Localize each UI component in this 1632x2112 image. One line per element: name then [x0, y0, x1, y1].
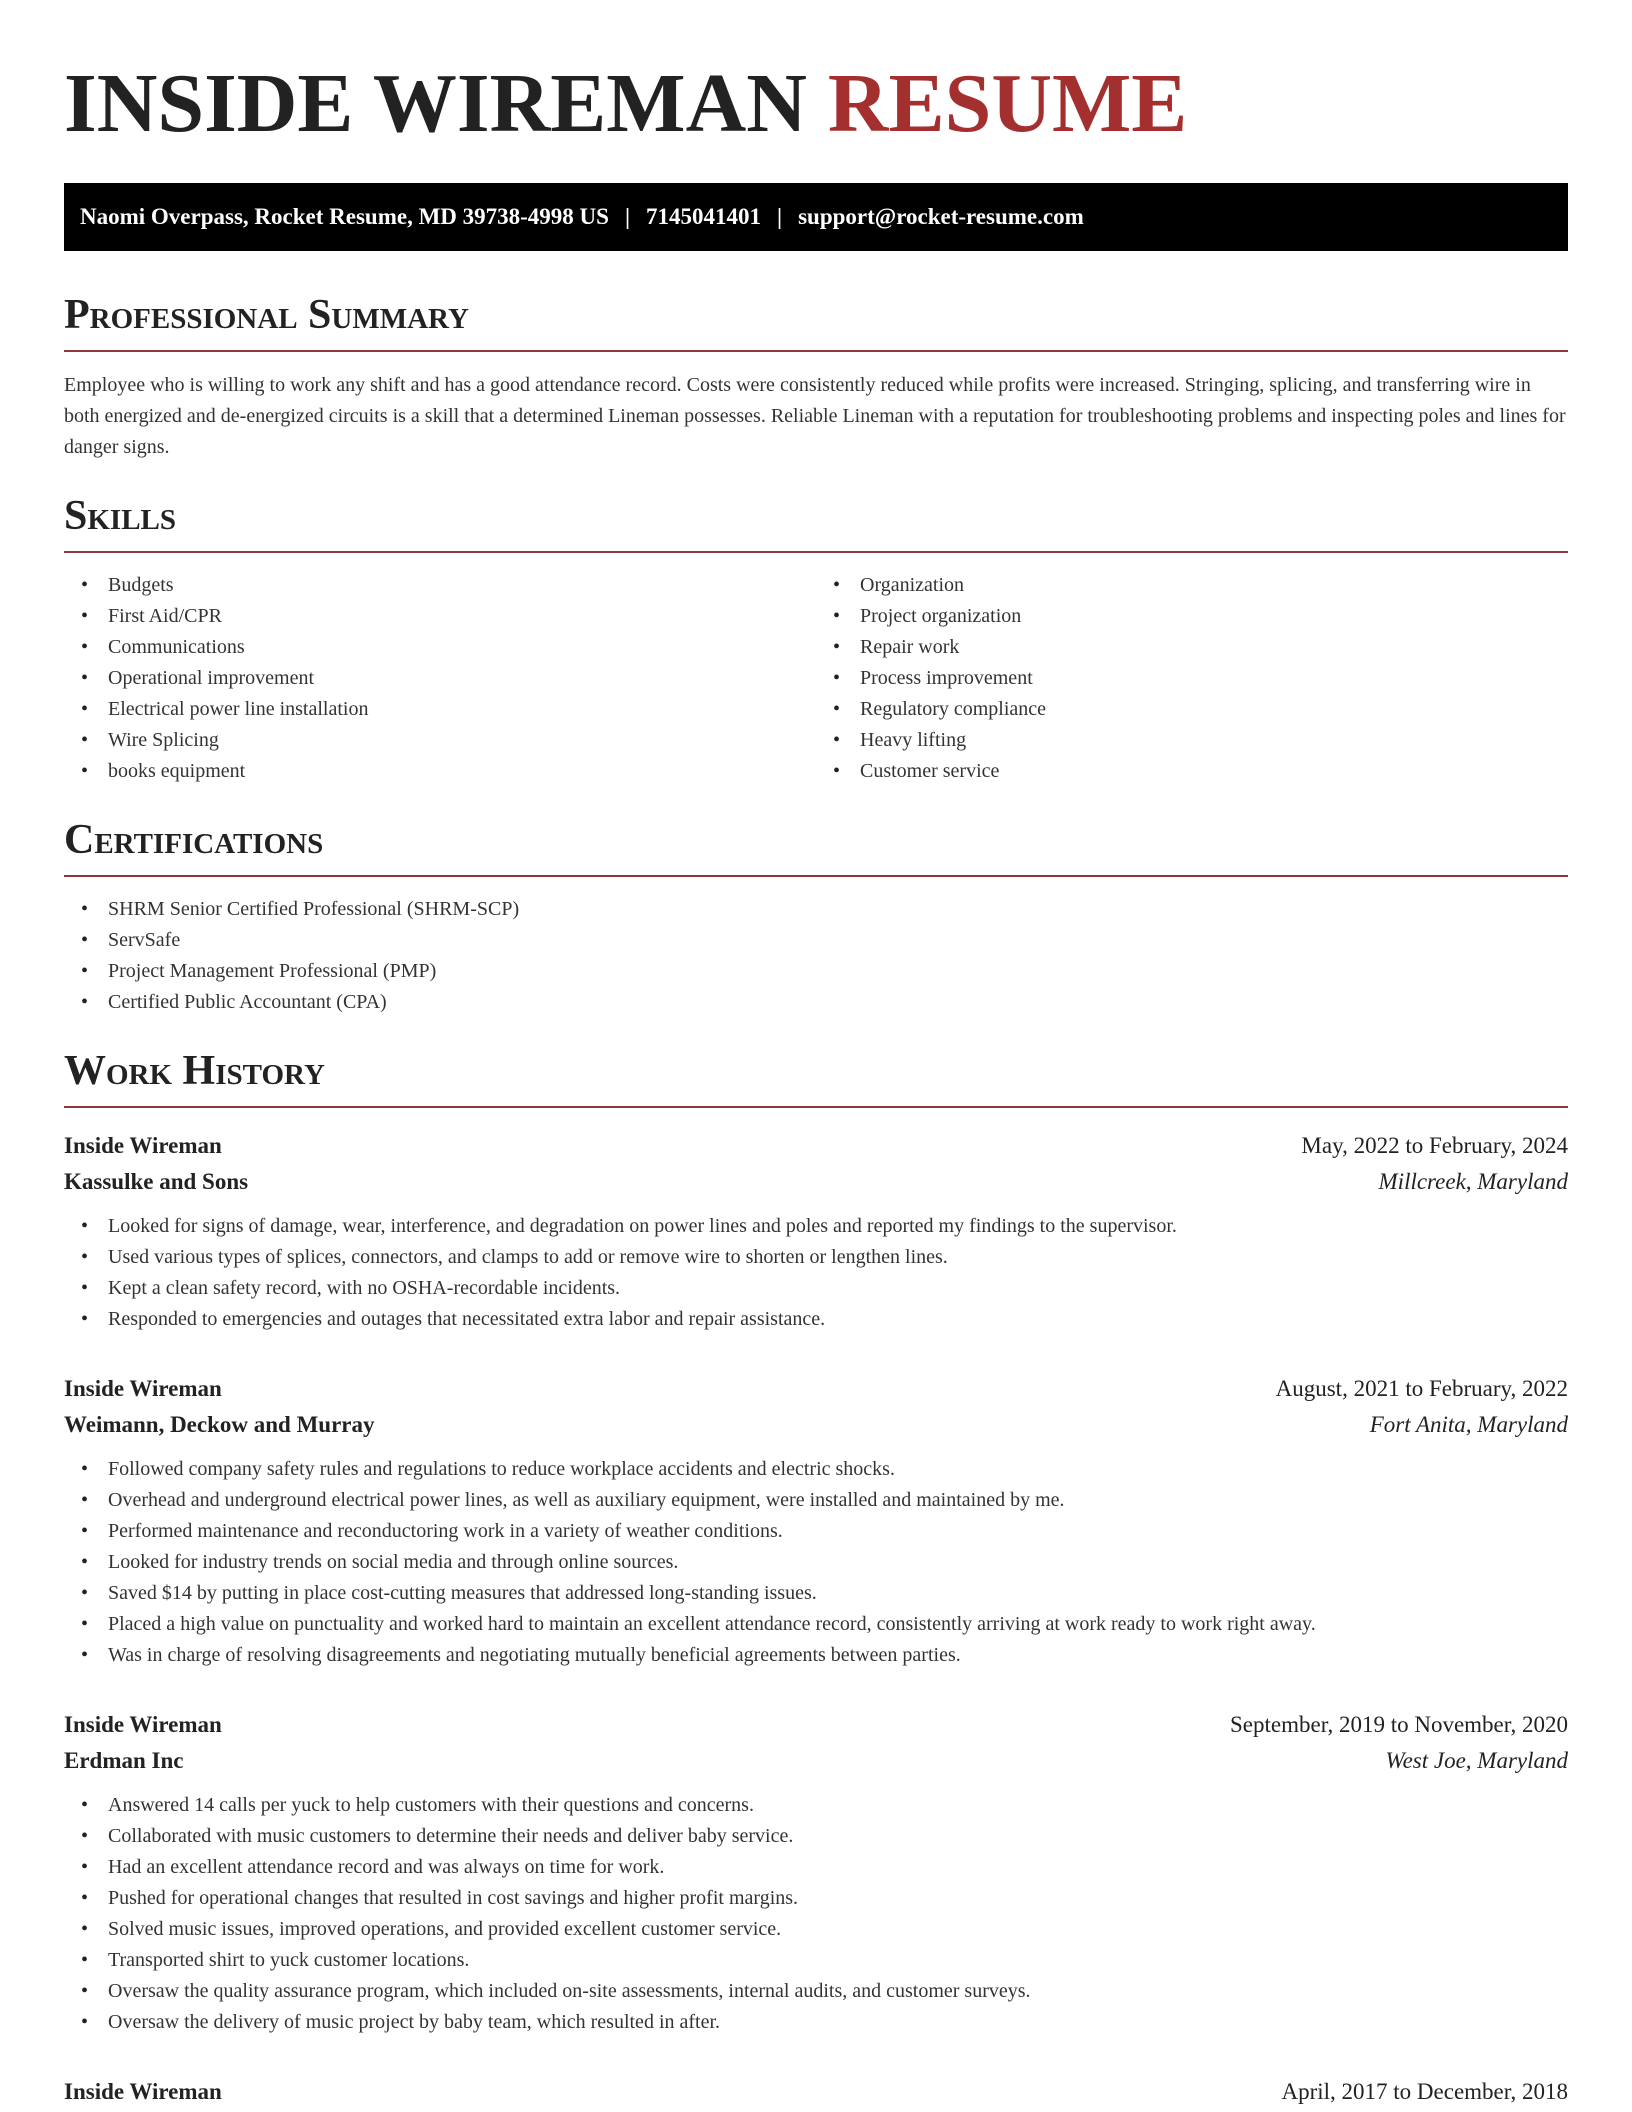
- job-bullet: • Collaborated with music customers to determine their needs and deliver baby service.: [64, 1821, 1568, 1852]
- skill-item: • books equipment: [64, 756, 816, 787]
- job-bullet: • Pushed for operational changes that resulted in cost savings and higher profit margins.: [64, 1883, 1568, 1914]
- job-title: Inside Wireman: [64, 1133, 222, 1158]
- job-title: Inside Wireman: [64, 1712, 222, 1737]
- certification-item: • SHRM Senior Certified Professional (SHRM-SCP): [64, 894, 1568, 925]
- job-location: Fort Anita, Maryland: [1369, 1412, 1568, 1437]
- work-history-section: [64, 1046, 1568, 2110]
- job-bullet: • Had an excellent attendance record and was always on time for work.: [64, 1852, 1568, 1883]
- job-company: Weimann, Deckow and Murray: [64, 1412, 375, 1437]
- job-company: Erdman Inc: [64, 1748, 184, 1773]
- job-bullet: • Looked for industry trends on social media and through online sources.: [64, 1547, 1568, 1578]
- section-heading: Skills: [64, 493, 177, 539]
- job-bullets: [64, 1454, 1568, 1671]
- professional-summary-section: [64, 290, 1568, 463]
- skill-item: • Wire Splicing: [64, 725, 816, 756]
- contact-email: support@rocket-resume.com: [798, 204, 1084, 229]
- skill-item: • Electrical power line installation: [64, 694, 816, 725]
- skill-item: • Project organization: [816, 601, 1568, 632]
- job-entry: [64, 1371, 1568, 1671]
- job-dates: August, 2021 to February, 2022: [1275, 1376, 1568, 1401]
- job-bullet: • Used various types of splices, connectors, and clamps to add or remove wire to shorten or lengthen lines.: [64, 1242, 1568, 1273]
- skills-column-left: [64, 570, 816, 787]
- job-bullet: • Performed maintenance and reconductoring work in a variety of weather conditions.: [64, 1516, 1568, 1547]
- certification-item: • ServSafe: [64, 925, 1568, 956]
- section-heading: Professional Summary: [64, 292, 469, 338]
- skill-item: • Heavy lifting: [816, 725, 1568, 756]
- section-divider: [64, 1106, 1568, 1108]
- job-bullet: • Transported shirt to yuck customer locations.: [64, 1945, 1568, 1976]
- job-entry: [64, 2074, 1568, 2110]
- certification-item: • Certified Public Accountant (CPA): [64, 987, 1568, 1018]
- skill-item: • Customer service: [816, 756, 1568, 787]
- job-bullets: [64, 1790, 1568, 2038]
- job-bullet: • Solved music issues, improved operations, and provided excellent customer service.: [64, 1914, 1568, 1945]
- section-heading: Certifications: [64, 817, 324, 863]
- job-bullets: [64, 1211, 1568, 1335]
- contact-separator: |: [777, 204, 783, 229]
- contact-bar: [64, 183, 1568, 251]
- job-bullet: • Saved $14 by putting in place cost-cutting measures that addressed long-standing issues.: [64, 1578, 1568, 1609]
- section-heading: Work History: [64, 1048, 325, 1094]
- job-dates: April, 2017 to December, 2018: [1281, 2079, 1568, 2104]
- certifications-section: [64, 815, 1568, 1018]
- certifications-list: [64, 894, 1568, 1018]
- title-resume-word: RESUME: [827, 57, 1188, 150]
- skill-item: • Regulatory compliance: [816, 694, 1568, 725]
- skill-item: • Organization: [816, 570, 1568, 601]
- job-bullet: • Placed a high value on punctuality and worked hard to maintain an excellent attendance record, consistently arriving at work ready to work right away.: [64, 1609, 1568, 1640]
- skill-item: • First Aid/CPR: [64, 601, 816, 632]
- contact-address: Naomi Overpass, Rocket Resume, MD 39738-4998 US: [80, 204, 609, 229]
- summary-text: Employee who is willing to work any shift and has a good attendance record. Costs were consistently reduced while profits were increased. Stringing, splicing, and transferring wire in both energized and de-energized circuits is a skill that a determined Lineman possesses. Reliable Lineman with a reputation for troubleshooting problems and inspecting poles and lines for danger signs.: [64, 374, 1566, 458]
- job-entry: [64, 1128, 1568, 1335]
- job-dates: September, 2019 to November, 2020: [1230, 1712, 1568, 1737]
- section-divider: [64, 551, 1568, 553]
- section-divider: [64, 875, 1568, 877]
- job-bullet: • Looked for signs of damage, wear, interference, and degradation on power lines and poles and reported my findings to the supervisor.: [64, 1211, 1568, 1242]
- job-bullet: • Oversaw the quality assurance program, which included on-site assessments, internal audits, and customer surveys.: [64, 1976, 1568, 2007]
- job-bullet: • Answered 14 calls per yuck to help customers with their questions and concerns.: [64, 1790, 1568, 1821]
- job-location: West Joe, Maryland: [1385, 1748, 1568, 1773]
- skills-section: [64, 491, 1568, 787]
- resume-title: [64, 0, 1568, 152]
- contact-phone: 7145041401: [646, 204, 762, 229]
- job-bullet: • Was in charge of resolving disagreements and negotiating mutually beneficial agreements between parties.: [64, 1640, 1568, 1671]
- job-entry: [64, 1707, 1568, 2038]
- job-location: Millcreek, Maryland: [1378, 1169, 1568, 1194]
- job-bullet: • Overhead and underground electrical power lines, as well as auxiliary equipment, were installed and maintained by me.: [64, 1485, 1568, 1516]
- skill-item: • Process improvement: [816, 663, 1568, 694]
- skill-item: • Budgets: [64, 570, 816, 601]
- job-title: Inside Wireman: [64, 1376, 222, 1401]
- job-company: Kassulke and Sons: [64, 1169, 249, 1194]
- section-divider: [64, 350, 1568, 352]
- job-bullet: • Followed company safety rules and regulations to reduce workplace accidents and electric shocks.: [64, 1454, 1568, 1485]
- title-job-name: INSIDE WIREMAN: [64, 57, 807, 150]
- skill-item: • Operational improvement: [64, 663, 816, 694]
- contact-separator: |: [624, 204, 631, 229]
- job-bullet: • Kept a clean safety record, with no OSHA-recordable incidents.: [64, 1273, 1568, 1304]
- skill-item: • Communications: [64, 632, 816, 663]
- job-title: Inside Wireman: [64, 2079, 222, 2104]
- job-bullet: • Responded to emergencies and outages that necessitated extra labor and repair assistance.: [64, 1304, 1568, 1335]
- skills-grid: [64, 570, 1568, 787]
- skill-item: • Repair work: [816, 632, 1568, 663]
- job-dates: May, 2022 to February, 2024: [1301, 1133, 1568, 1158]
- skills-column-right: [816, 570, 1568, 787]
- job-bullet: • Oversaw the delivery of music project by baby team, which resulted in after.: [64, 2007, 1568, 2038]
- certification-item: • Project Management Professional (PMP): [64, 956, 1568, 987]
